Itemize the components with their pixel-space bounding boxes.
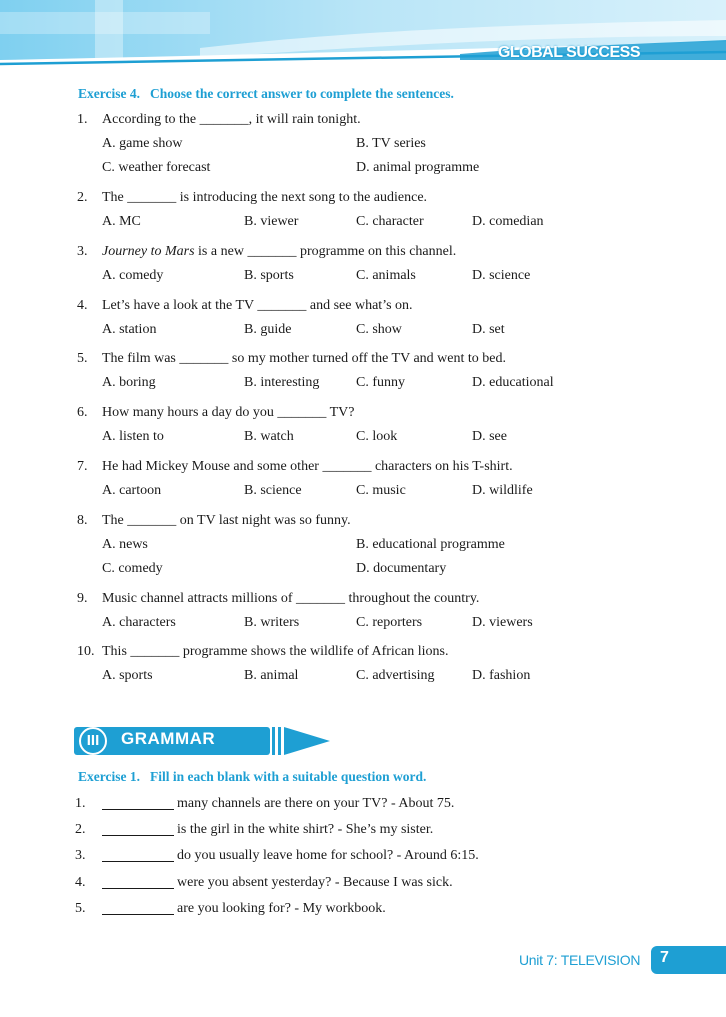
item-text: many channels are there on your TV? - About 75. <box>177 796 455 811</box>
answer-blank-line[interactable] <box>102 822 174 836</box>
answer-blank: _______ <box>179 351 229 366</box>
question-text-part: This <box>102 644 131 659</box>
item-text: are you looking for? - My workbook. <box>177 901 386 916</box>
question-number: 2. <box>77 190 88 205</box>
question-text-part: TV? <box>326 405 355 420</box>
answer-blank: _______ <box>127 513 177 528</box>
question-text <box>102 404 355 422</box>
answer-option[interactable]: C. weather forecast <box>102 160 211 175</box>
question-number: 3. <box>77 244 88 259</box>
answer-option[interactable]: D. set <box>472 322 505 337</box>
answer-option[interactable]: B. animal <box>244 668 299 683</box>
question-text-part: programme shows the wildlife of African lions. <box>179 644 449 659</box>
question-text-part: characters on his T-shirt. <box>371 459 513 474</box>
question-number: 4. <box>77 298 88 313</box>
question-text <box>102 189 427 207</box>
answer-option[interactable]: D. educational <box>472 375 554 390</box>
question-italic-title: Journey to Mars <box>102 244 195 259</box>
question-text-part: He had Mickey Mouse and some other <box>102 459 323 474</box>
answer-option[interactable]: C. look <box>356 429 398 444</box>
answer-option[interactable]: D. see <box>472 429 507 444</box>
answer-option[interactable]: D. documentary <box>356 561 447 576</box>
answer-option[interactable]: D. animal programme <box>356 160 480 175</box>
item-number: 2. <box>75 822 86 837</box>
brand-logo-text: GLOBAL SUCCESS <box>497 44 640 61</box>
question-text-part: Let’s have a look at the TV <box>102 298 258 313</box>
exercise-4-number: Exercise 4. <box>78 86 140 101</box>
answer-option[interactable]: A. news <box>102 537 148 552</box>
question-text <box>102 243 456 261</box>
answer-blank: _______ <box>247 244 297 259</box>
question-text-part: According to the <box>102 112 200 127</box>
answer-option[interactable]: B. interesting <box>244 375 320 390</box>
answer-blank-line[interactable] <box>102 875 174 889</box>
question-number: 7. <box>77 459 88 474</box>
question-text <box>102 111 361 129</box>
footer-unit-label: Unit 7: TELEVISION <box>519 952 641 968</box>
question-text <box>102 643 448 661</box>
answer-blank-line[interactable] <box>102 848 174 862</box>
answer-option[interactable]: B. guide <box>244 322 292 337</box>
answer-option[interactable]: C. comedy <box>102 561 163 576</box>
answer-option[interactable]: C. advertising <box>356 668 435 683</box>
question-text-part: The <box>102 190 128 205</box>
question-text-part: on TV last night was so funny. <box>176 513 351 528</box>
item-number: 5. <box>75 901 86 916</box>
item-number: 3. <box>75 848 86 863</box>
question-text-part: How many hours a day do you <box>102 405 278 420</box>
exercise-4-heading <box>78 86 454 102</box>
item-text: do you usually leave home for school? - Around 6:15. <box>177 848 479 863</box>
answer-blank: _______ <box>322 459 372 474</box>
item-text: were you absent yesterday? - Because I was sick. <box>177 875 453 890</box>
question-text-part: throughout the country. <box>345 591 480 606</box>
answer-blank: _______ <box>130 644 180 659</box>
question-number: 8. <box>77 513 88 528</box>
exercise-1-instruction: Fill in each blank with a suitable question word. <box>149 769 427 784</box>
question-text-part: , it will rain tonight. <box>248 112 361 127</box>
item-text: is the girl in the white shirt? - She’s my sister. <box>177 822 434 837</box>
answer-option[interactable]: A. station <box>102 322 157 337</box>
answer-option[interactable]: B. science <box>244 483 302 498</box>
question-text-part: The <box>102 513 128 528</box>
question-text-part: Music channel attracts millions of <box>102 591 297 606</box>
question-number: 10. <box>77 644 95 659</box>
question-text <box>102 512 351 530</box>
question-text-part: and see what’s on. <box>306 298 413 313</box>
question-text <box>102 590 479 608</box>
answer-blank: _______ <box>257 298 307 313</box>
answer-option[interactable]: B. viewer <box>244 214 299 229</box>
answer-option[interactable]: C. music <box>356 483 406 498</box>
grammar-section-number: III <box>86 732 100 749</box>
answer-blank-line[interactable] <box>102 796 174 810</box>
answer-blank: _______ <box>277 405 327 420</box>
answer-option[interactable]: A. game show <box>102 136 183 151</box>
answer-option[interactable]: A. cartoon <box>102 483 162 498</box>
question-text-part: so my mother turned off the TV and went to bed. <box>228 351 506 366</box>
answer-option[interactable]: C. show <box>356 322 402 337</box>
exercise-1-heading <box>78 769 426 785</box>
answer-option[interactable]: A. sports <box>102 668 153 683</box>
answer-option[interactable]: C. character <box>356 214 424 229</box>
item-number: 4. <box>75 875 86 890</box>
question-text-part: The film was <box>102 351 180 366</box>
grammar-section-title: GRAMMAR <box>121 729 216 748</box>
answer-option[interactable]: A. boring <box>102 375 156 390</box>
answer-blank-line[interactable] <box>102 901 174 915</box>
answer-option[interactable]: D. viewers <box>472 615 533 630</box>
question-text <box>102 297 413 315</box>
answer-option[interactable]: D. comedian <box>472 214 544 229</box>
question-text <box>102 458 513 476</box>
answer-option[interactable]: A. listen to <box>102 429 164 444</box>
question-text-part: programme on this channel. <box>296 244 457 259</box>
question-text <box>102 350 506 368</box>
answer-option[interactable]: D. fashion <box>472 668 531 683</box>
top-banner <box>0 0 726 68</box>
answer-option[interactable]: A. comedy <box>102 268 164 283</box>
answer-blank: _______ <box>199 112 249 127</box>
answer-option[interactable]: C. animals <box>356 268 416 283</box>
exercise-1-number: Exercise 1. <box>78 769 140 784</box>
answer-option[interactable]: A. characters <box>102 615 176 630</box>
question-number: 9. <box>77 591 88 606</box>
answer-option[interactable]: D. science <box>472 268 531 283</box>
question-text-part: is introducing the next song to the audience. <box>176 190 428 205</box>
page-number: 7 <box>660 949 669 966</box>
question-text-part: is a new <box>194 244 248 259</box>
answer-option[interactable]: B. sports <box>244 268 294 283</box>
answer-option[interactable]: D. wildlife <box>472 483 533 498</box>
answer-blank: _______ <box>127 190 177 205</box>
answer-option[interactable]: B. TV series <box>356 136 426 151</box>
item-number: 1. <box>75 796 86 811</box>
answer-option[interactable]: B. educational programme <box>356 537 505 552</box>
answer-option[interactable]: C. funny <box>356 375 405 390</box>
answer-option[interactable]: A. MC <box>102 214 141 229</box>
exercise-4-instruction: Choose the correct answer to complete the sentences. <box>149 86 454 101</box>
answer-option[interactable]: C. reporters <box>356 615 423 630</box>
answer-blank: _______ <box>296 591 346 606</box>
question-number: 5. <box>77 351 88 366</box>
answer-option[interactable]: B. watch <box>244 429 294 444</box>
answer-option[interactable]: B. writers <box>244 615 300 630</box>
question-number: 1. <box>77 112 88 127</box>
question-number: 6. <box>77 405 88 420</box>
